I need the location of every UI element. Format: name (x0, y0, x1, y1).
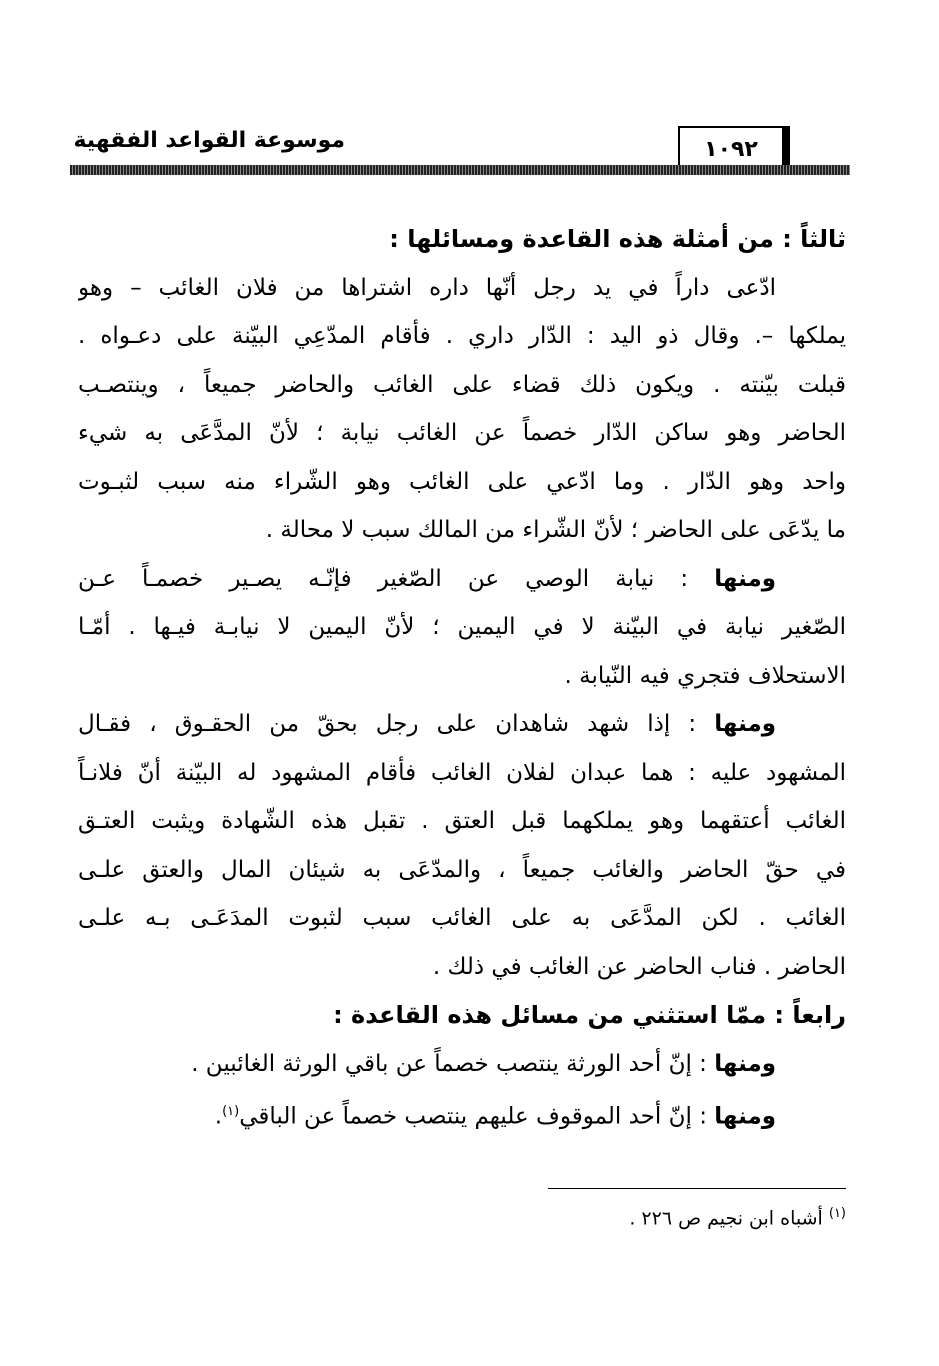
text-line-with-note (78, 1088, 846, 1137)
main-text (78, 215, 846, 1137)
lead-word: ومنها (714, 565, 776, 592)
footnote-marker: (١) (828, 1206, 846, 1221)
footnote-text: أشباه ابن نجيم ص ٢٢٦ . (629, 1207, 823, 1230)
text-line: المشهود عليه : هما عبدان لفلان الغائب فأقام المشهود له البيّنة أنّ فلانـاً (78, 759, 846, 786)
text-line: ومنها : نيابة الوصي عن الصّغير فإنّـه يصـير خصمـاً عـن (78, 565, 776, 592)
text-line: الحاضر . فناب الحاضر عن الغائب في ذلك . (432, 953, 846, 980)
text-line: الغائب . لكن المدَّعَى به على الغائب سبب لثبوت المدَعَـى بـه علـى (78, 905, 846, 931)
text-span: ومنها : إنّ أحد الموقوف عليهم ينتصب خصماً عن الباقي (239, 1103, 776, 1130)
footnote (629, 1196, 846, 1236)
text-line: الصّغير نيابة في البيّنة لا في اليمين ؛ لأنّ اليمين لا نيابـة فيـها . أمّـا (78, 614, 846, 640)
book-title: موسوعة القواعد الفقهية (73, 128, 345, 153)
text-line: ادّعى داراً في يد رجل أنّها داره اشتراها من فلان الغائب – وهو (78, 274, 776, 301)
period: . (214, 1103, 223, 1130)
text-line: واحد وهو الدّار . وما ادّعي على الغائب وهو الشّراء منه سبب لثبـوت (78, 468, 846, 495)
text-line: الحاضر وهو ساكن الدّار خصماً عن الغائب نيابة ؛ لأنّ المدَّعَى به شيء (78, 420, 846, 446)
header-rule (70, 165, 850, 175)
section-heading-exceptions: رابعاً : ممّا استثني من مسائل هذه القاعدة : (333, 1001, 846, 1029)
text-line: الغائب أعتقهما وهو يملكهما قبل العتق . تقبل هذه الشّهادة ويثبت العتـق (78, 808, 846, 834)
text-line: ومنها : إنّ أحد الورثة ينتصب خصماً عن باقي الورثة الغائبين . (191, 1050, 776, 1077)
section-heading-examples: ثالثاً : من أمثلة هذه القاعدة ومسائلها : (389, 225, 846, 253)
text-line: قبلت بيّنته . ويكون ذلك قضاء على الغائب والحاضر جميعاً ، وينتصـب (78, 371, 846, 398)
text-line: الاستحلاف فتجري فيه النّيابة . (564, 662, 846, 689)
footnote-reference: (١) (222, 1104, 240, 1119)
footnote-rule (548, 1188, 846, 1189)
page-header (70, 118, 850, 180)
text-line: في حقّ الحاضر والغائب جميعاً ، والمدّعَى به شيئان المال والعتق علـى (78, 856, 846, 883)
lead-word: ومنها (714, 1103, 776, 1130)
text-line: ومنها : إذا شهد شاهدان على رجل بحقّ من الحقـوق ، فقـال (78, 711, 776, 737)
text-line: يملكها –. وقال ذو اليد : الدّار داري . فأقام المدّعِي البيّنة على دعـواه . (78, 323, 846, 349)
text-line: ما يدّعَى على الحاضر ؛ لأنّ الشّراء من المالك سبب لا محالة . (265, 517, 846, 543)
lead-word: ومنها (714, 711, 776, 737)
page-number: ١٠٩٢ (704, 136, 758, 162)
lead-word: ومنها (714, 1050, 776, 1077)
